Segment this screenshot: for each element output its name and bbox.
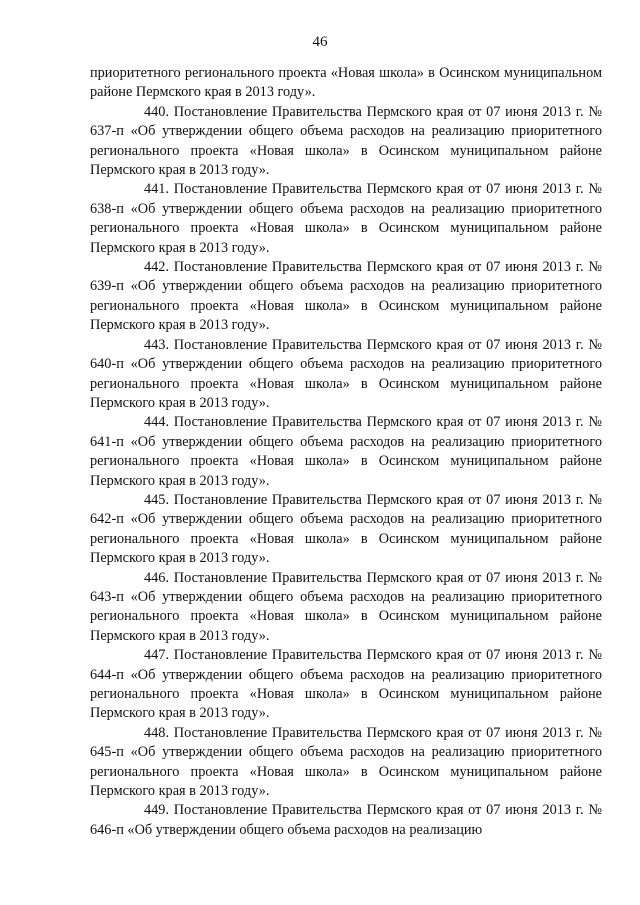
list-item-partial: 449. Постановление Правительства Пермского края от 07 июня 2013 г. № 646-п «Об утверждении общего объема расходов на реализацию <box>90 802 602 838</box>
list-item: 442. Постановление Правительства Пермского края от 07 июня 2013 г. № 639-п «Об утверждении общего объема расходов на реализацию приоритетного регионального проекта «Новая школа» в Осинском муниципальном районе Пермского края в 2013 году». <box>90 259 602 334</box>
list-item: 441. Постановление Правительства Пермского края от 07 июня 2013 г. № 638-п «Об утверждении общего объема расходов на реализацию приоритетного регионального проекта «Новая школа» в Осинском муниципальном районе Пермского края в 2013 году». <box>90 181 602 256</box>
document-body <box>90 64 602 840</box>
paragraph-continuation: приоритетного регионального проекта «Новая школа» в Осинском муниципальном районе Пермского края в 2013 году». <box>90 65 602 101</box>
list-item: 444. Постановление Правительства Пермского края от 07 июня 2013 г. № 641-п «Об утверждении общего объема расходов на реализацию приоритетного регионального проекта «Новая школа» в Осинском муниципальном районе Пермского края в 2013 году». <box>90 414 602 489</box>
list-item: 447. Постановление Правительства Пермского края от 07 июня 2013 г. № 644-п «Об утверждении общего объема расходов на реализацию приоритетного регионального проекта «Новая школа» в Осинском муниципальном районе Пермского края в 2013 году». <box>90 647 602 722</box>
list-item: 445. Постановление Правительства Пермского края от 07 июня 2013 г. № 642-п «Об утверждении общего объема расходов на реализацию приоритетного регионального проекта «Новая школа» в Осинском муниципальном районе Пермского края в 2013 году». <box>90 491 602 567</box>
list-item: 446. Постановление Правительства Пермского края от 07 июня 2013 г. № 643-п «Об утверждении общего объема расходов на реализацию приоритетного регионального проекта «Новая школа» в Осинском муниципальном районе Пермского края в 2013 году». <box>90 569 602 644</box>
list-item: 448. Постановление Правительства Пермского края от 07 июня 2013 г. № 645-п «Об утверждении общего объема расходов на реализацию приоритетного регионального проекта «Новая школа» в Осинском муниципальном районе Пермского края в 2013 году». <box>90 724 602 800</box>
list-item: 443. Постановление Правительства Пермского края от 07 июня 2013 г. № 640-п «Об утверждении общего объема расходов на реализацию приоритетного регионального проекта «Новая школа» в Осинском муниципальном районе Пермского края в 2013 году». <box>90 336 602 411</box>
page-number: 46 <box>312 34 328 50</box>
list-item: 440. Постановление Правительства Пермского края от 07 июня 2013 г. № 637-п «Об утверждении общего объема расходов на реализацию приоритетного регионального проекта «Новая школа» в Осинском муниципальном районе Пермского края в 2013 году». <box>90 103 602 179</box>
